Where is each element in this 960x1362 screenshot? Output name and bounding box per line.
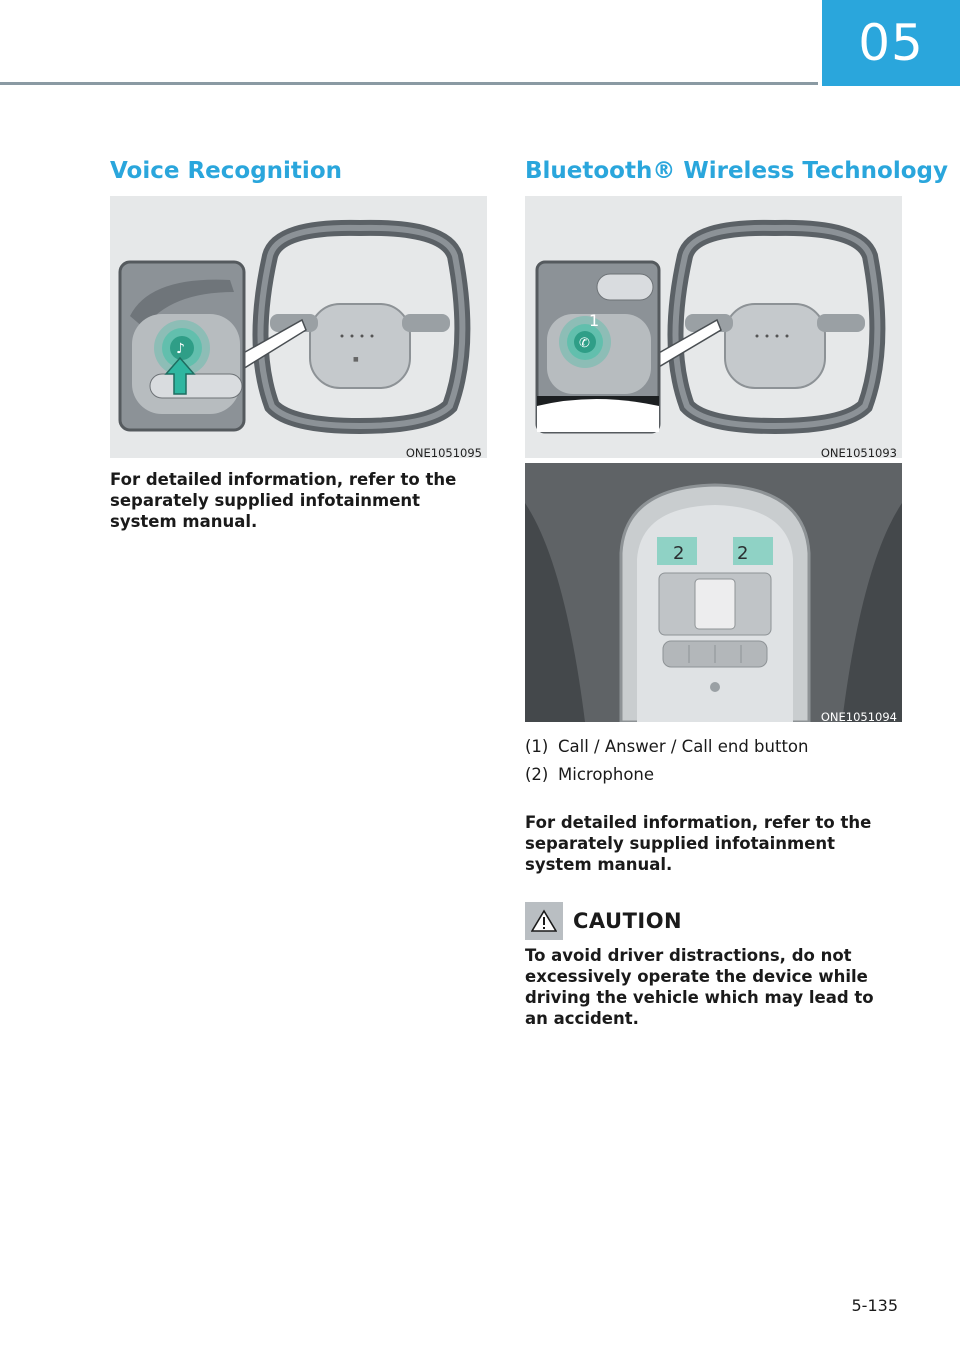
bluetooth-body-text: For detailed information, refer to the separately supplied infotainment system manual. [525, 813, 872, 874]
figure-overhead-console [525, 463, 902, 722]
callout-1: 1 [589, 311, 600, 330]
figure-code-overhead: ONE1051094 [820, 710, 897, 724]
page-number: 5-135 [851, 1296, 898, 1315]
legend-item [525, 733, 808, 761]
caution-text: To avoid driver distractions, do not excessively operate the device while driving the vehicle which may lead to an accident. [525, 946, 874, 1028]
figure-code-bluetooth-wheel: ONE1051093 [820, 446, 897, 460]
callout-2a: 2 [673, 543, 685, 564]
header-rule [0, 82, 818, 85]
legend-number: (1) [525, 737, 549, 756]
figure-voice-recognition [110, 196, 487, 458]
section-title-bluetooth: Bluetooth® Wireless Technology [525, 158, 948, 184]
figure-bluetooth-wheel [525, 196, 902, 458]
caution-header [525, 902, 682, 940]
svg-text:♪: ♪ [176, 341, 185, 357]
figure-code-voice: ONE1051095 [405, 446, 482, 460]
chapter-tab: 05 [822, 0, 960, 86]
inset-voice-button [120, 262, 244, 430]
section-title-voice-recognition: Voice Recognition [110, 158, 342, 184]
legend-number: (2) [525, 765, 549, 784]
voice-body-text: For detailed information, refer to the separately supplied infotainment system manual. [110, 470, 457, 531]
callout-2b: 2 [737, 543, 749, 564]
svg-text:■: ■ [353, 356, 359, 363]
legend-text: Microphone [558, 765, 655, 784]
legend-list [525, 733, 808, 789]
legend-text: Call / Answer / Call end button [558, 737, 809, 756]
inset-phone-button [537, 262, 659, 432]
svg-text:✆: ✆ [579, 336, 590, 351]
caution-label: CAUTION [573, 909, 683, 933]
caution-triangle-icon [525, 902, 563, 940]
legend-item [525, 761, 808, 789]
